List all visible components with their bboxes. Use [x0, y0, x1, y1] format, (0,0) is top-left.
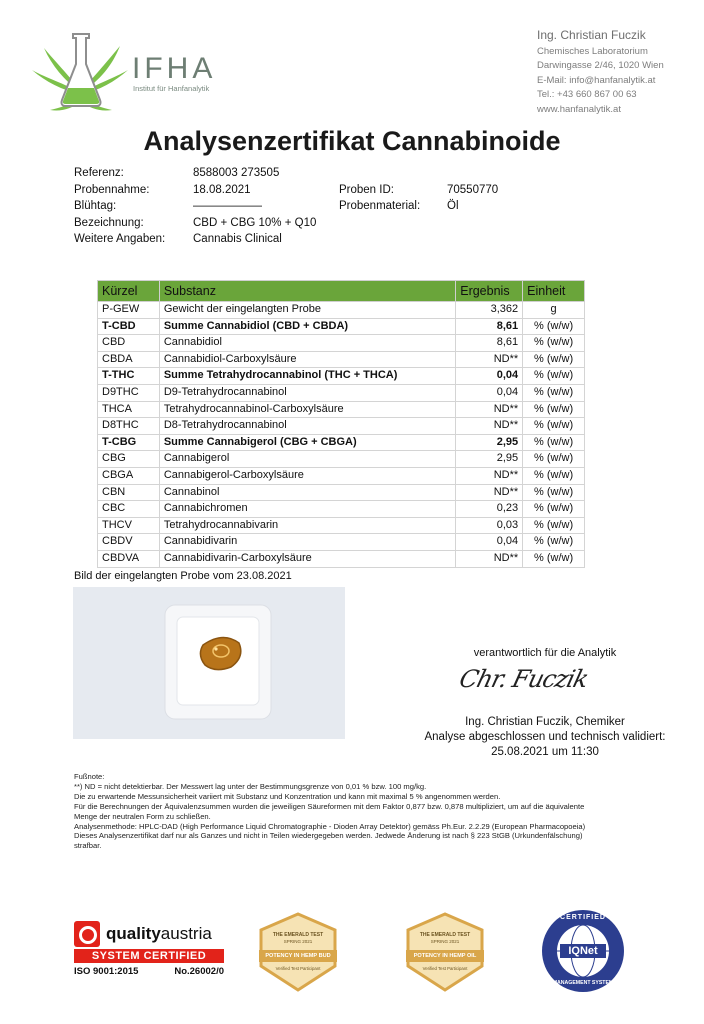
validated-label: Analyse abgeschlossen und technisch validiert: — [424, 731, 666, 743]
cell-substanz: Summe Tetrahydrocannabinol (THC + THCA) — [159, 368, 455, 385]
cell-substanz: Cannabichromen — [159, 501, 455, 518]
table-row — [98, 550, 585, 567]
cell-ergebnis: 0,23 — [456, 501, 523, 518]
cell-ergebnis: 0,03 — [456, 517, 523, 534]
lab-phone: Tel.: +43 660 867 00 63 — [537, 89, 637, 100]
meta-right — [339, 182, 498, 215]
logo-subtitle: Institut für Hanfanalytik — [133, 84, 210, 93]
cell-einheit: % (w/w) — [523, 550, 585, 567]
bezeichnung-value: CBD + CBG 10% + Q10 — [193, 216, 317, 229]
footnote-line: Fußnote: — [74, 772, 105, 781]
cell-einheit: % (w/w) — [523, 434, 585, 451]
iso-label: ISO 9001:2015 — [74, 966, 139, 977]
proben-id-value: 70550770 — [447, 183, 499, 196]
bluhtag-label: Blühtag: — [74, 200, 117, 212]
cell-kuerzel: THCA — [98, 401, 160, 418]
signer-name: Ing. Christian Fuczik, Chemiker — [465, 716, 625, 728]
cert-number: No.26002/0 — [174, 966, 224, 977]
photo-caption: Bild der eingelangten Probe vom 23.08.2021 — [74, 570, 292, 582]
cell-kuerzel: CBC — [98, 501, 160, 518]
emerald-title: THE EMERALD TEST — [419, 932, 471, 938]
cell-substanz: Cannabidivarin-Carboxylsäure — [159, 550, 455, 567]
table-row — [98, 534, 585, 551]
cell-einheit: % (w/w) — [523, 534, 585, 551]
validated-date: 25.08.2021 um 11:30 — [491, 746, 599, 758]
table-row — [98, 335, 585, 352]
cell-ergebnis: ND** — [456, 484, 523, 501]
page-title: Analysenzertifikat Cannabinoide — [143, 126, 561, 156]
lab-line: Darwingasse 2/46, 1020 Wien — [537, 60, 664, 71]
cell-ergebnis: ND** — [456, 401, 523, 418]
emerald-title: THE EMERALD TEST — [272, 932, 324, 938]
footnote — [74, 772, 654, 851]
cell-substanz: Tetrahydrocannabivarin — [159, 517, 455, 534]
lab-line: Chemisches Laboratorium — [537, 45, 648, 57]
cell-ergebnis: ND** — [456, 351, 523, 368]
meta-left — [74, 165, 316, 248]
table-row — [98, 368, 585, 385]
cell-substanz: Tetrahydrocannabinol-Carboxylsäure — [159, 401, 455, 418]
table-header-row — [98, 281, 585, 302]
cell-substanz: Gewicht der eingelangten Probe — [159, 302, 455, 319]
emerald-season: SPRING 2021 — [283, 939, 313, 944]
iqnet-top-text: CERTIFIED — [560, 914, 606, 921]
cell-einheit: % (w/w) — [523, 335, 585, 352]
header-substanz: Substanz — [159, 281, 455, 302]
iqnet-badge — [540, 908, 626, 994]
responsible-label: verantwortlich für die Analytik — [473, 647, 617, 659]
table-row — [98, 434, 585, 451]
validation-block — [395, 715, 695, 760]
cell-einheit: % (w/w) — [523, 351, 585, 368]
probennahme-label: Probennahme: — [74, 183, 150, 196]
emerald-sub: Verified Test Participant — [422, 966, 468, 971]
cell-substanz: D8-Tetrahydrocannabinol — [159, 418, 455, 435]
cell-kuerzel: CBGA — [98, 467, 160, 484]
cell-substanz: Cannabinol — [159, 484, 455, 501]
signature — [456, 665, 600, 705]
cell-einheit: % (w/w) — [523, 318, 585, 335]
footnote-line: strafbar. — [74, 841, 102, 851]
signature-text: Chr. Fuczik — [456, 665, 591, 693]
emerald-badge-bud — [255, 912, 341, 992]
cell-einheit: % (w/w) — [523, 501, 585, 518]
cell-kuerzel: THCV — [98, 517, 160, 534]
probenmaterial-label: Probenmaterial: — [339, 200, 421, 212]
table-row — [98, 401, 585, 418]
footnote-line: Für die Berechnungen der Äquivalenzsummen wurden die jeweiligen Säureformen mit dem Faktor 0,877 bzw. 0,878 multipliziert, um auf die äquivalente — [74, 801, 585, 811]
cell-einheit: % (w/w) — [523, 401, 585, 418]
emerald-shield-icon — [255, 912, 341, 992]
cell-einheit: % (w/w) — [523, 467, 585, 484]
table-row — [98, 501, 585, 518]
cell-kuerzel: CBG — [98, 451, 160, 468]
probenmaterial-value: Öl — [447, 200, 459, 212]
cell-einheit: % (w/w) — [523, 517, 585, 534]
results-table — [97, 280, 585, 568]
header-ergebnis: Ergebnis — [456, 281, 523, 302]
cell-einheit: % (w/w) — [523, 368, 585, 385]
emerald-label: POTENCY IN HEMP OIL — [413, 953, 477, 959]
proben-id-label: Proben ID: — [339, 183, 394, 196]
emerald-season: SPRING 2021 — [430, 939, 460, 944]
table-row — [98, 418, 585, 435]
cell-ergebnis: 8,61 — [456, 318, 523, 335]
system-certified-bar: SYSTEM CERTIFIED — [74, 949, 224, 963]
cell-kuerzel: T-CBG — [98, 434, 160, 451]
cell-ergebnis: ND** — [456, 467, 523, 484]
sample-photo — [73, 587, 345, 739]
cell-kuerzel: CBDA — [98, 351, 160, 368]
weitere-value: Cannabis Clinical — [193, 233, 282, 245]
quality-austria-brand: qualityaustria — [106, 924, 212, 943]
lab-email: E-Mail: info@hanfanalytik.at — [537, 74, 656, 86]
quality-austria-q-icon — [74, 921, 100, 947]
footnote-line: Menge der neutralen Form zu schließen. — [74, 811, 211, 821]
cell-kuerzel: P-GEW — [98, 302, 160, 319]
cell-kuerzel: T-THC — [98, 368, 160, 385]
cell-substanz: Cannabidivarin — [159, 534, 455, 551]
header-kuerzel: Kürzel — [98, 281, 160, 302]
iqnet-name: IQNet — [568, 945, 598, 957]
cell-kuerzel: D8THC — [98, 418, 160, 435]
footnote-line: **) ND = nicht detektierbar. Der Messwert lag unter der Bestimmungsgrenze von 0,01 % bzw. 100 mg/kg. — [74, 781, 427, 791]
lab-name: Ing. Christian Fuczik — [537, 28, 646, 42]
iqnet-bottom-text: MANAGEMENT SYSTEM — [552, 980, 614, 986]
lab-website: www.hanfanalytik.at — [537, 103, 621, 115]
cell-kuerzel: CBD — [98, 335, 160, 352]
cell-substanz: D9-Tetrahydrocannabinol — [159, 384, 455, 401]
emerald-shield-icon — [402, 912, 488, 992]
table-row — [98, 318, 585, 335]
cell-substanz: Cannabidiol — [159, 335, 455, 352]
cell-ergebnis: 2,95 — [456, 451, 523, 468]
probennahme-value: 18.08.2021 — [193, 183, 251, 196]
footnote-line: Die zu erwartende Messunsicherheit variiert mit Substanz und Konzentration und kann mit maximal 5 % angenommen werden. — [74, 791, 501, 801]
header-einheit: Einheit — [523, 281, 585, 302]
table-row — [98, 484, 585, 501]
cell-substanz: Summe Cannabigerol (CBG + CBGA) — [159, 434, 455, 451]
footnote-line: Analysenmethode: HPLC-DAD (High Performance Liquid Chromatographie - Dioden Array Detektor) gemäss Ph.Eur. 2.2.29 (European Pharmacopoeia) — [74, 821, 586, 831]
cell-ergebnis: ND** — [456, 550, 523, 567]
table-row — [98, 467, 585, 484]
cell-einheit: % (w/w) — [523, 484, 585, 501]
cell-substanz: Cannabidiol-Carboxylsäure — [159, 351, 455, 368]
table-row — [98, 384, 585, 401]
cell-einheit: % (w/w) — [523, 451, 585, 468]
cell-ergebnis: 8,61 — [456, 335, 523, 352]
cell-ergebnis: 0,04 — [456, 534, 523, 551]
cell-kuerzel: CBDV — [98, 534, 160, 551]
cell-ergebnis: 0,04 — [456, 368, 523, 385]
table-row — [98, 451, 585, 468]
cell-einheit: % (w/w) — [523, 418, 585, 435]
cell-kuerzel: CBDVA — [98, 550, 160, 567]
cell-ergebnis: ND** — [456, 418, 523, 435]
bluhtag-value: —————— — [193, 200, 262, 212]
cell-kuerzel: T-CBD — [98, 318, 160, 335]
cell-ergebnis: 2,95 — [456, 434, 523, 451]
cell-kuerzel: CBN — [98, 484, 160, 501]
cell-kuerzel: D9THC — [98, 384, 160, 401]
table-row — [98, 302, 585, 319]
cell-ergebnis: 3,362 — [456, 302, 523, 319]
referenz-label: Referenz: — [74, 167, 124, 179]
emerald-label: POTENCY IN HEMP BUD — [265, 953, 331, 959]
footnote-line: Dieses Analysenzertifikat darf nur als Ganzes und nicht in Teilen wiedergegeben werden. Jedwede Änderung ist nach § 223 StGB (Urkundenfälschung) — [74, 831, 583, 841]
quality-austria-badge — [74, 921, 224, 981]
emerald-badge-oil — [402, 912, 488, 992]
cell-substanz: Cannabigerol — [159, 451, 455, 468]
emerald-sub: Verified Test Participant — [275, 966, 321, 971]
cell-ergebnis: 0,04 — [456, 384, 523, 401]
lab-address — [537, 28, 664, 117]
bezeichnung-label: Bezeichnung: — [74, 216, 144, 229]
logo-text: IFHA — [132, 52, 217, 85]
table-row — [98, 517, 585, 534]
cell-einheit: g — [523, 302, 585, 319]
cell-substanz: Cannabigerol-Carboxylsäure — [159, 467, 455, 484]
table-row — [98, 351, 585, 368]
referenz-value: 8588003 273505 — [193, 167, 280, 179]
cell-einheit: % (w/w) — [523, 384, 585, 401]
weitere-label: Weitere Angaben: — [74, 233, 166, 245]
cell-substanz: Summe Cannabidiol (CBD + CBDA) — [159, 318, 455, 335]
